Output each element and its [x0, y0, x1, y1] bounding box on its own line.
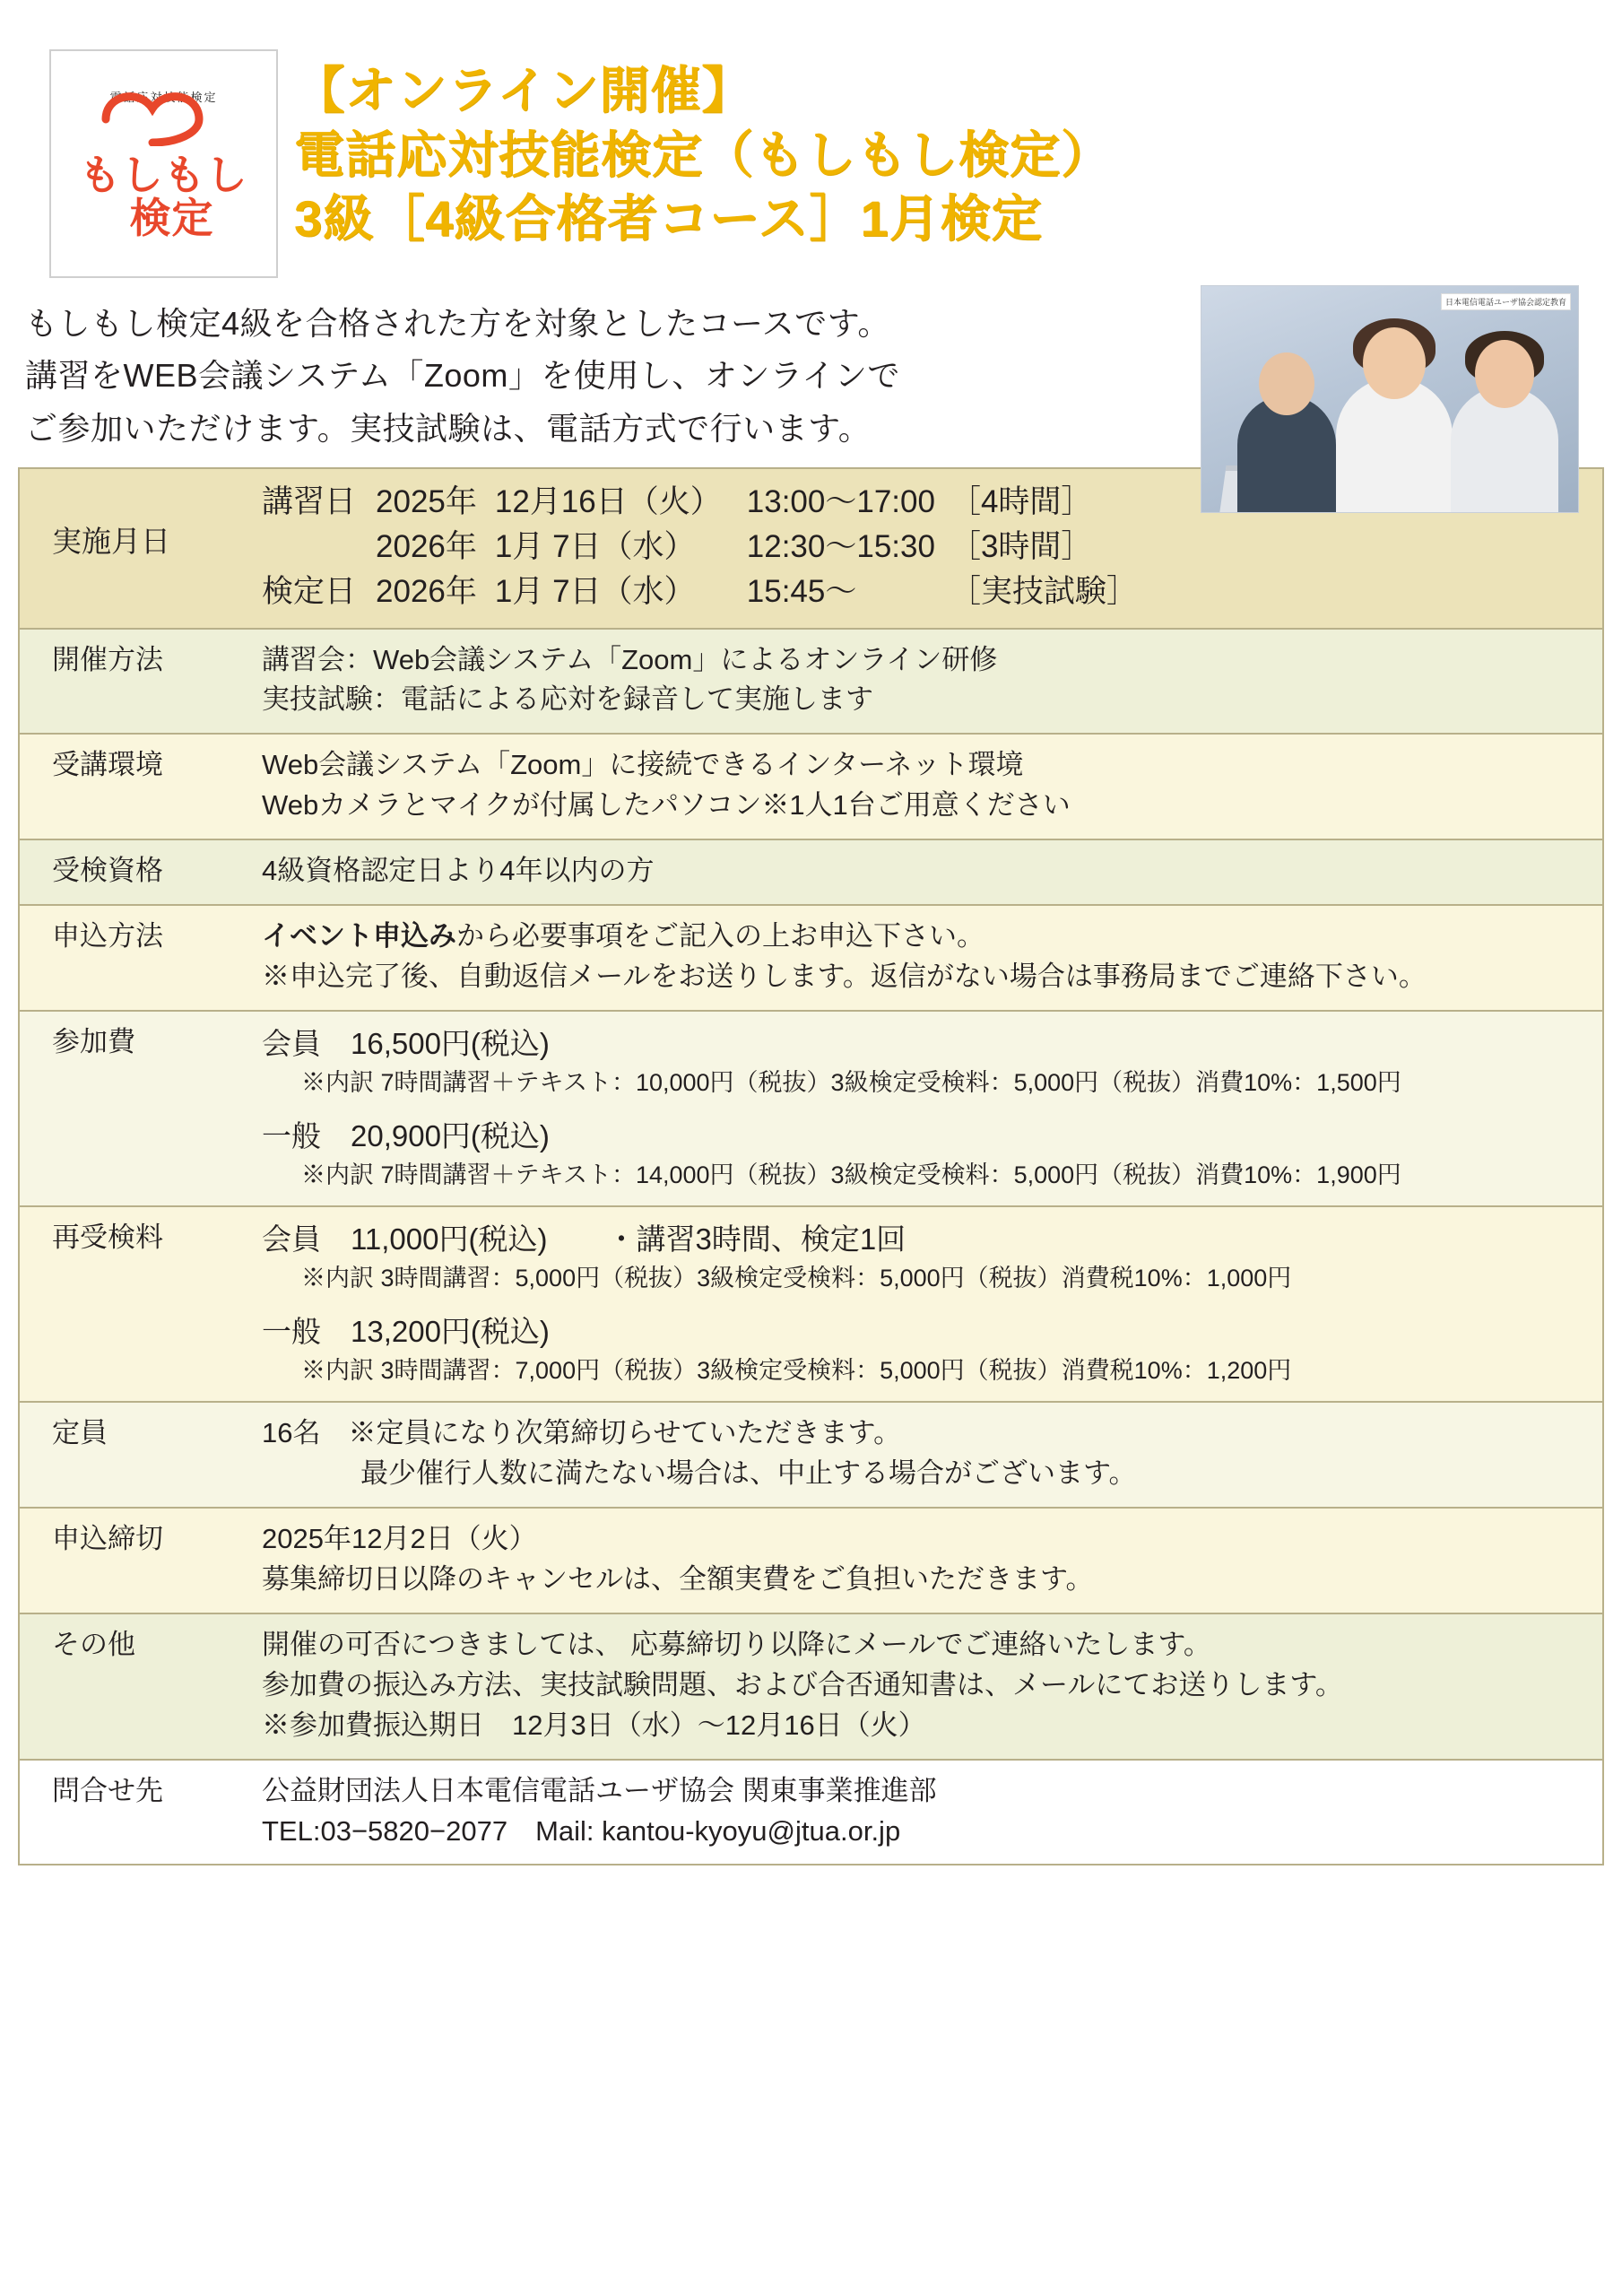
application-line-1-rest: から必要事項をご記入の上お申込下さい。 — [456, 920, 984, 952]
deadline-line-1: 2025年12月2日（火） — [262, 1522, 537, 1554]
other-line-2: 参加費の振込み方法、実技試験問題、および合否通知書は、メールにてお送りします。 — [262, 1668, 1343, 1700]
capacity-line-1: 16名 ※定員になり次第締切らせていただきます。 — [262, 1417, 902, 1448]
table-row-retake-fee — [19, 1206, 1603, 1402]
table-row-capacity — [19, 1402, 1603, 1508]
schedule-row-2 — [262, 525, 1138, 570]
deadline-line-2: 募集締切日以降のキャンセルは、全額実費をご負担いただきます。 — [262, 1562, 1094, 1595]
schedule-kind-2 — [262, 525, 376, 570]
photo-caption: 日本電信電話ユーザ協会認定教育 — [1441, 293, 1571, 310]
schedule-year-2: 2026年 — [376, 529, 477, 565]
schedule-time-2: 12:30〜15:30 — [746, 529, 935, 565]
value-application — [249, 905, 1603, 1011]
fee-general-detail: ※内訳 7時間講習＋テキスト：14,000円（税抜）3級検定受検料：5,000円（税抜）消費10%：1,900円 — [301, 1161, 1401, 1188]
retake-general-amount: 一般 13,200円(税込) — [262, 1315, 550, 1349]
schedule-row-1 — [262, 480, 1138, 525]
label-schedule: 実施月日 — [19, 468, 249, 629]
table-row-environment — [19, 734, 1603, 839]
other-line-1: 開催の可否につきましては、 応募締切り以降にメールでご連絡いたします。 — [262, 1628, 1211, 1660]
person-center — [1336, 378, 1453, 512]
application-link[interactable]: イベント申込み — [262, 920, 456, 952]
logo-line2: 検定 — [129, 195, 214, 241]
schedule-date-1: 12月16日（火） — [494, 483, 722, 519]
table-row-eligibility — [19, 839, 1603, 905]
table-row-contact — [19, 1760, 1603, 1866]
lead-line-1: もしもし検定4級を合格された方を対象としたコースです。 — [25, 305, 890, 342]
application-line-2: ※申込完了後、自動返信メールをお送りします。返信がない場合は事務局までご連絡下さい。 — [262, 961, 1427, 993]
table-row-method — [19, 629, 1603, 735]
table-row-application — [19, 905, 1603, 1011]
seminar-photo — [1201, 285, 1579, 513]
title-line-1: 【オンライン開催】 — [294, 62, 753, 118]
value-capacity — [249, 1402, 1603, 1508]
table-row-other — [19, 1613, 1603, 1760]
table-row-deadline — [19, 1508, 1603, 1613]
schedule-year-1: 2025年 — [376, 483, 477, 519]
logo-subtitle: 電話応対技能検定 — [109, 90, 218, 104]
label-retake-fee: 再受検料 — [19, 1206, 249, 1402]
retake-member-detail: ※内訳 3時間講習：5,000円（税抜）3級検定受検料：5,000円（税抜）消費税10%：1,000円 — [301, 1264, 1292, 1292]
title-line-3: 3級［4級合格者コース］1月検定 — [294, 190, 1043, 248]
lead-section — [0, 278, 1622, 455]
application-line-1 — [262, 917, 1593, 957]
fee-general-amount: 一般 20,900円(税込) — [262, 1119, 550, 1153]
retake-member-amount: 会員 11,000円(税込) ・講習3時間、検定1回 — [262, 1222, 906, 1257]
value-other — [249, 1613, 1603, 1760]
fee-member-amount: 会員 16,500円(税込) — [262, 1027, 550, 1061]
schedule-note-1: ［4時間］ — [949, 483, 1093, 519]
other-line-3: ※参加費振込期日 12月3日（水）〜12月16日（火） — [262, 1709, 926, 1741]
lead-line-3: ご参加いただけます。実技試験は、電話方式で行います。 — [25, 409, 872, 447]
logo-wordmark — [80, 153, 248, 240]
heart-icon — [97, 83, 231, 146]
fee-spacer — [262, 1100, 1593, 1115]
label-capacity: 定員 — [19, 1402, 249, 1508]
method-line-2: 実技試験：電話による応対を録音して実施します — [262, 683, 873, 716]
table-row-fee — [19, 1011, 1603, 1206]
schedule-note-3: ［実技試験］ — [949, 574, 1138, 610]
capacity-line-2: 最少催行人数に満たない場合は、中止する場合がございます。 — [360, 1457, 1137, 1489]
title-line-2: 電話応対技能検定（もしもし検定） — [294, 126, 1112, 183]
environment-line-2: Webカメラとマイクが付属したパソコン※1人1台ご用意ください — [262, 789, 1071, 822]
schedule-time-1: 13:00〜17:00 — [746, 483, 935, 519]
schedule-time-3: 15:45〜 — [746, 574, 857, 610]
title-block — [294, 58, 1112, 251]
lead-line-2: 講習をWEB会議システム「Zoom」を使用し、オンラインで — [25, 357, 900, 395]
value-retake-fee — [249, 1206, 1603, 1402]
value-deadline — [249, 1508, 1603, 1613]
contact-line-1: 公益財団法人日本電信電話ユーザ協会 関東事業推進部 — [262, 1774, 937, 1806]
value-eligibility — [249, 839, 1603, 905]
schedule-kind-1: 講習日 — [262, 483, 357, 519]
retake-spacer — [262, 1296, 1593, 1310]
schedule-note-2: ［3時間］ — [949, 529, 1093, 565]
label-method: 開催方法 — [19, 629, 249, 735]
moshimoshi-logo — [49, 49, 278, 278]
label-environment: 受講環境 — [19, 734, 249, 839]
value-contact — [249, 1760, 1603, 1866]
label-deadline: 申込締切 — [19, 1508, 249, 1613]
retake-general-detail: ※内訳 3時間講習：7,000円（税抜）3級検定受検料：5,000円（税抜）消費税10%：1,200円 — [301, 1356, 1292, 1384]
label-fee: 参加費 — [19, 1011, 249, 1206]
value-environment — [249, 734, 1603, 839]
schedule-row-3 — [262, 570, 1138, 614]
schedule-kind-3: 検定日 — [262, 574, 357, 610]
label-contact: 問合せ先 — [19, 1760, 249, 1866]
schedule-date-3: 1月 7日（水） — [494, 574, 696, 610]
header — [0, 0, 1622, 278]
value-fee — [249, 1011, 1603, 1206]
eligibility-line-1: 4級資格認定日より4年以内の方 — [262, 855, 655, 887]
value-method — [249, 629, 1603, 735]
schedule-year-3: 2026年 — [376, 574, 477, 610]
details-table — [18, 467, 1604, 1866]
logo-line1: もしもし — [79, 151, 248, 198]
fee-member-detail: ※内訳 7時間講習＋テキスト：10,000円（税抜）3級検定受検料：5,000円（税抜）消費10%：1,500円 — [301, 1068, 1401, 1096]
label-other: その他 — [19, 1613, 249, 1760]
label-eligibility: 受検資格 — [19, 839, 249, 905]
person-left — [1237, 396, 1336, 512]
contact-line-2[interactable]: TEL:03−5820−2077 Mail: kantou-kyoyu@jtua.or.jp — [262, 1814, 901, 1847]
schedule-date-2: 1月 7日（水） — [494, 529, 696, 565]
label-application: 申込方法 — [19, 905, 249, 1011]
environment-line-1: Web会議システム「Zoom」に接続できるインターネット環境 — [262, 749, 1024, 781]
person-right — [1451, 387, 1558, 512]
method-line-1: 講習会：Web会議システム「Zoom」によるオンライン研修 — [262, 643, 998, 675]
schedule-grid — [262, 480, 1138, 615]
